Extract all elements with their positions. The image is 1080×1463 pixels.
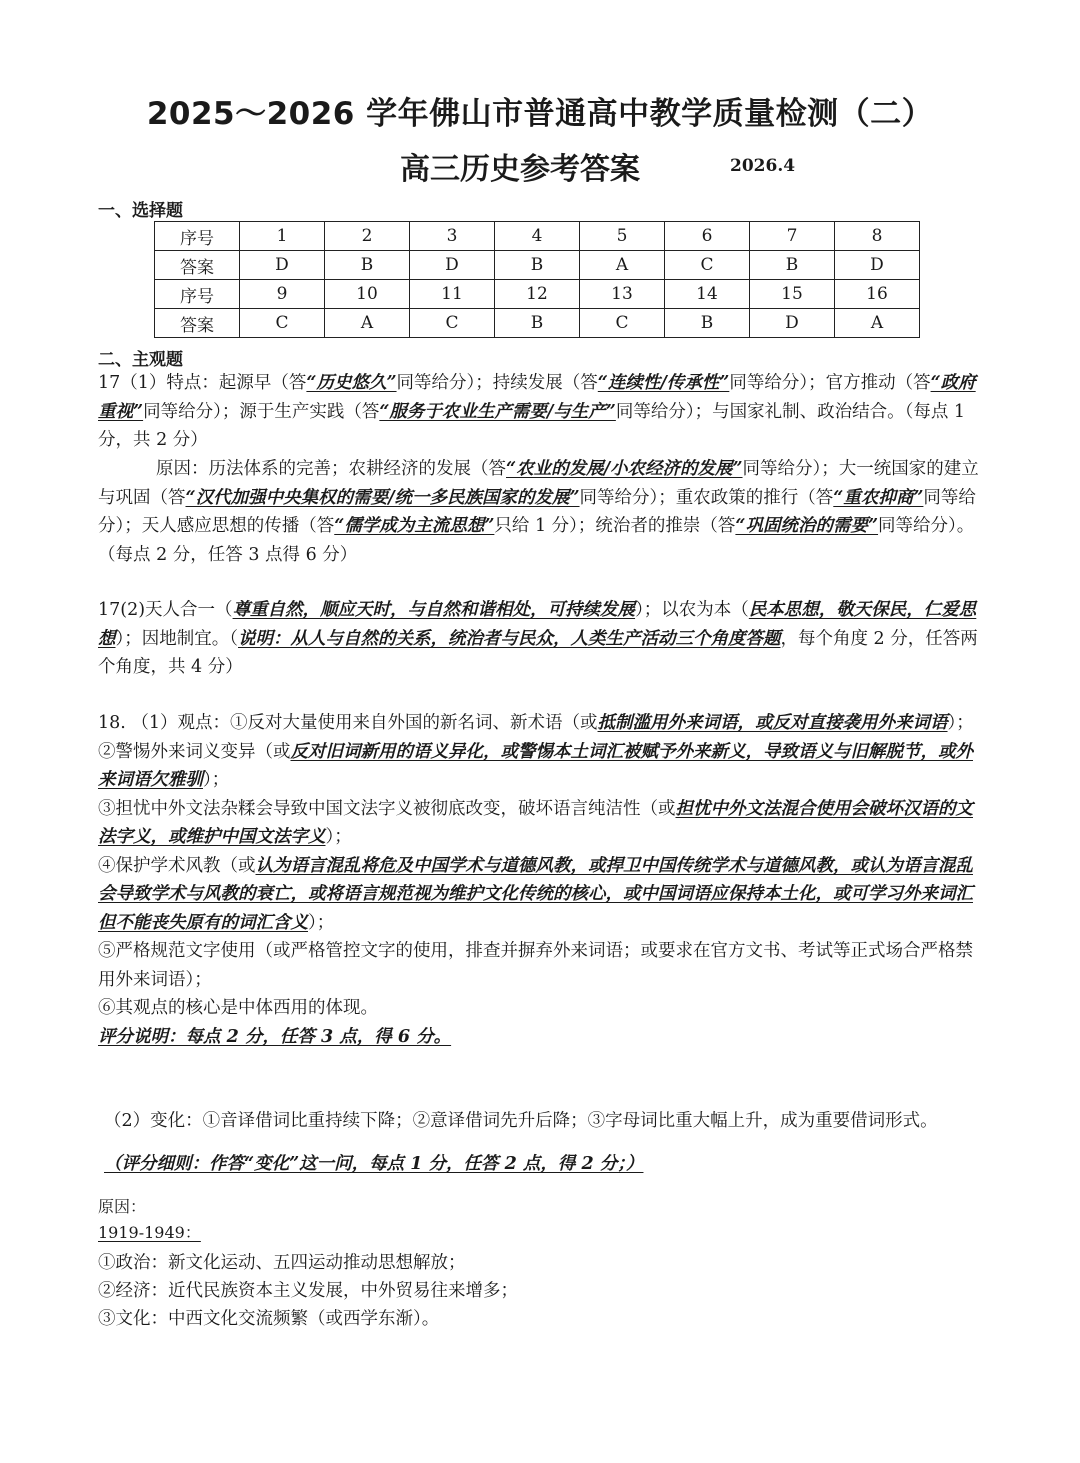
answer-cell: C: [665, 251, 750, 280]
text: 17（1）特点：起源早（答: [98, 373, 307, 393]
reason-culture: ③文化：中西文化交流频繁（或西学东渐）。: [98, 1309, 440, 1329]
answer-table: [154, 221, 920, 338]
answer-cell: C: [240, 309, 325, 338]
viewpoint-2: ②警惕外来词义变异（或反对旧词新用的语义异化，或警惕本土词汇被赋予外来新义，导致语义与旧解脱节，或外来词语欠雅驯）；: [98, 741, 973, 790]
answer-table-row: [155, 222, 920, 251]
answer-cell: 10: [325, 280, 410, 309]
key-phrase: 说明：从人与自然的关系，统治者与民众，人类生产活动三个角度答题: [238, 628, 781, 649]
q17-1-characteristics: [98, 369, 983, 455]
answer-cell: 4: [495, 222, 580, 251]
q17-2-answer: [98, 596, 983, 682]
answer-cell: 1: [240, 222, 325, 251]
answer-cell: 5: [580, 222, 665, 251]
text: 同等给分）；与国家礼制、政治结合。（每点 1 分，共 2 分）: [98, 401, 966, 450]
key-phrase: “历史悠久”: [306, 373, 397, 393]
reason-label: 原因：: [98, 1197, 147, 1216]
row-header-cell: 答案: [155, 309, 240, 338]
row-header-cell: 序号: [155, 222, 240, 251]
answer-cell: 6: [665, 222, 750, 251]
document-title: 2025～2026 学年佛山市普通高中教学质量检测（二）: [146, 96, 934, 132]
answer-cell: B: [325, 251, 410, 280]
key-phrase: 尊重自然，顺应天时，与自然和谐相处，可持续发展: [232, 600, 636, 620]
key-phrase: “巩固统治的需要”: [735, 516, 879, 536]
text: ，每个角度 2 分，任答两个角度，共 4 分）: [98, 628, 978, 677]
reason-politics: ①政治：新文化运动、五四运动推动思想解放；: [98, 1253, 466, 1273]
key-phrase: “连续性/传承性”: [597, 373, 730, 393]
text: 只给 1 分）；统治者的推崇（答: [494, 516, 736, 536]
answer-cell: A: [835, 309, 920, 338]
text: 同等给分）；重农政策的推行（答: [579, 487, 834, 508]
key-phrase: “汉代加强中央集权的需要/统一多民族国家的发展”: [185, 487, 580, 508]
text: 17(2)天人合一（: [98, 600, 233, 620]
section-heading-subjective: 二、主观题: [98, 350, 183, 370]
answer-cell: 12: [495, 280, 580, 309]
row-header-cell: 序号: [155, 280, 240, 309]
text: 同等给分）；天人感应思想的传播（答: [98, 487, 976, 536]
answer-cell: D: [750, 309, 835, 338]
viewpoint-4: ④保护学术风教（或认为语言混乱将危及中国学术与道德风教，或捍卫中国传统学术与道德风教，或认为语言混乱会导致学术与风教的衰亡，或将语言规范视为维护文化传统的核心，或中国词语应保持本土化，或可学习外来词汇但不能丧失原有的词汇含义）；: [98, 855, 973, 933]
q18-2-change: （2）变化：①音译借词比重持续下降；②意译借词先升后降；③字母词比重大幅上升，成为重要借词形式。: [104, 1111, 938, 1131]
key-phrase: “政府重视”: [98, 373, 976, 422]
answer-cell: 8: [835, 222, 920, 251]
text: 原因：历法体系的完善；农耕经济的发展（答: [156, 459, 506, 479]
answer-cell: A: [580, 251, 665, 280]
text: 同等给分）；源于生产实践（答: [143, 401, 380, 422]
document-subtitle: 高三历史参考答案: [400, 152, 640, 187]
answer-cell: D: [410, 251, 495, 280]
answer-cell: C: [580, 309, 665, 338]
row-header-cell: 答案: [155, 251, 240, 280]
answer-table-row: [155, 280, 920, 309]
text: 同等给分）；官方推动（答: [729, 373, 931, 393]
answer-cell: B: [495, 309, 580, 338]
q18-1-viewpoints: [98, 709, 983, 1051]
text: ）；因地制宜。（: [115, 628, 238, 649]
answer-cell: 13: [580, 280, 665, 309]
answer-cell: 3: [410, 222, 495, 251]
document-date: 2026.4: [730, 156, 796, 176]
text: ）；以农为本（: [635, 600, 749, 620]
q17-1-reasons: [98, 455, 983, 569]
viewpoint-3: ③担忧中外文法杂糅会导致中国文法字义被彻底改变，破坏语言纯洁性（或担忧中外文法混合使用会破坏汉语的文法字义，或维护中国文法字义）；: [98, 798, 973, 847]
key-phrase: “农业的发展/小农经济的发展”: [506, 459, 743, 479]
key-phrase: 民本思想，敬天保民，仁爱思想: [98, 600, 977, 649]
answer-cell: 14: [665, 280, 750, 309]
answer-table-row: [155, 309, 920, 338]
answer-cell: B: [495, 251, 580, 280]
answer-cell: 15: [750, 280, 835, 309]
key-phrase: “服务于农业生产需要/与生产”: [379, 401, 616, 422]
answer-cell: 9: [240, 280, 325, 309]
answer-table-row: [155, 251, 920, 280]
answer-cell: 11: [410, 280, 495, 309]
q18-2-scoring-rule: （评分细则：作答“变化”这一问，每点 1 分，任答 2 点，得 2 分；）: [104, 1154, 644, 1174]
section-heading-choice: 一、选择题: [98, 201, 183, 221]
text: 同等给分）。（每点 2 分，任答 3 点得 6 分）: [98, 516, 975, 565]
answer-cell: B: [750, 251, 835, 280]
answer-cell: A: [325, 309, 410, 338]
answer-cell: D: [835, 251, 920, 280]
viewpoint-6: ⑥其观点的核心是中体西用的体现。: [98, 998, 378, 1018]
text: 同等给分）；大一统国家的建立与巩固（答: [98, 459, 979, 508]
answer-cell: 2: [325, 222, 410, 251]
scoring-note: 评分说明：每点 2 分，任答 3 点，得 6 分。: [98, 1026, 452, 1047]
key-phrase: “儒学成为主流思想”: [334, 516, 495, 536]
period-label: 1919-1949：: [98, 1223, 201, 1242]
text: 同等给分）；持续发展（答: [396, 373, 598, 393]
viewpoint-1: 18. （1）观点：①反对大量使用来自外国的新名词、新术语（或抵制滥用外来词语，或反对直接袭用外来词语）；: [98, 713, 974, 733]
answer-cell: B: [665, 309, 750, 338]
key-phrase: “重农抑商”: [833, 487, 924, 508]
answer-cell: C: [410, 309, 495, 338]
answer-cell: D: [240, 251, 325, 280]
answer-cell: 16: [835, 280, 920, 309]
viewpoint-5: ⑤严格规范文字使用（或严格管控文字的使用，排查并摒弃外来词语；或要求在官方文书、考试等正式场合严格禁用外来词语）；: [98, 941, 973, 990]
answer-cell: 7: [750, 222, 835, 251]
subtitle-row: [0, 144, 1080, 187]
reason-economy: ②经济：近代民族资本主义发展，中外贸易往来增多；: [98, 1281, 518, 1301]
